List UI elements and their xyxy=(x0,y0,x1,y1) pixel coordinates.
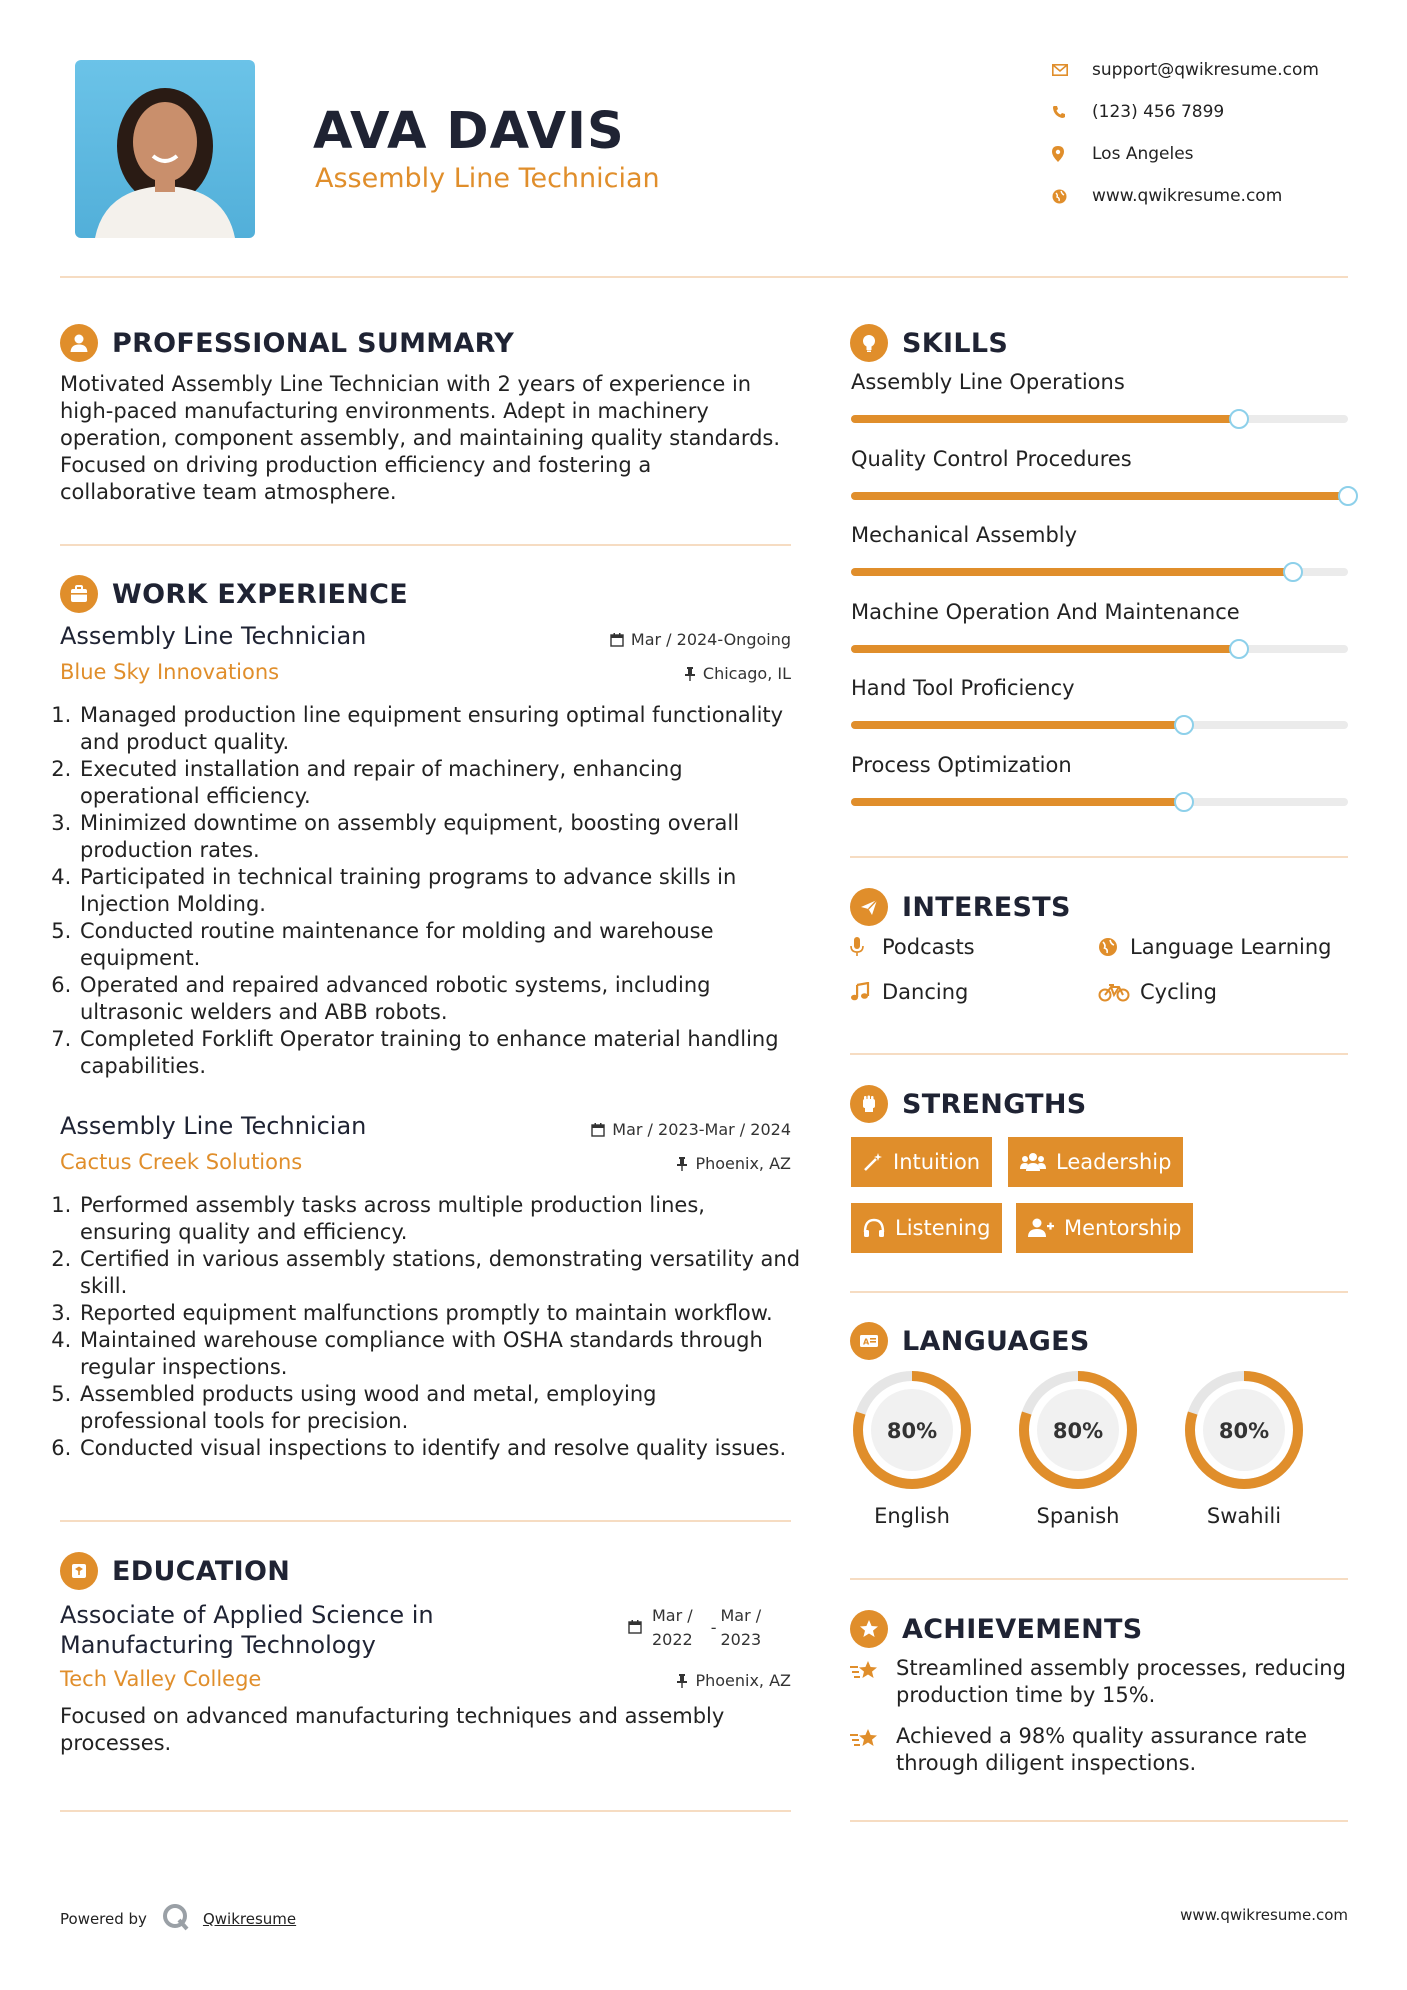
skill-bar-knob xyxy=(1283,562,1303,582)
job-1-location xyxy=(500,664,791,683)
interest-label: Podcasts xyxy=(882,935,975,959)
language-ring xyxy=(1179,1368,1309,1492)
job-1-title: Assembly Line Technician xyxy=(60,622,367,650)
headphones-icon xyxy=(863,1218,885,1238)
contact-location-text: Los Angeles xyxy=(1092,144,1194,164)
language-item xyxy=(1179,1368,1309,1528)
language-label: English xyxy=(874,1504,950,1528)
skill-item xyxy=(851,370,1348,394)
powered-by-text: Powered by xyxy=(60,1910,147,1928)
strengths-divider xyxy=(850,1291,1348,1293)
skill-bar-fill xyxy=(851,721,1184,729)
list-item: 1. Performed assembly tasks across multiple production lines, ensuring quality and efficiency. xyxy=(78,1192,810,1246)
interests-heading xyxy=(850,888,1071,926)
summary-line: collaborative team atmosphere. xyxy=(60,480,397,504)
language-label: Swahili xyxy=(1206,1504,1282,1528)
skill-bar xyxy=(851,798,1348,806)
skill-bar xyxy=(851,645,1348,653)
fist-icon xyxy=(850,1085,888,1123)
list-item: 6. Operated and repaired advanced robotic systems, including ultrasonic welders and ABB robots. xyxy=(78,972,800,1026)
interest-label: Language Learning xyxy=(1130,935,1332,959)
job-2-date-text: Mar / 2023-Mar / 2024 xyxy=(612,1120,791,1139)
list-item: 2. Executed installation and repair of machinery, enhancing operational efficiency. xyxy=(78,756,800,810)
star-badge-icon xyxy=(850,1610,888,1648)
list-item: 2. Certified in various assembly stations, demonstrating versatility and skill. xyxy=(78,1246,810,1300)
job-1-company: Blue Sky Innovations xyxy=(60,660,280,684)
skill-label: Machine Operation And Maintenance xyxy=(851,599,1240,624)
job-2-location-text: Phoenix, AZ xyxy=(695,1154,791,1173)
brand-link[interactable]: Qwikresume xyxy=(202,1910,297,1928)
language-card-icon xyxy=(850,1322,888,1360)
list-item: 3. Minimized downtime on assembly equipment, boosting overall production rates. xyxy=(78,810,800,864)
skill-item xyxy=(851,753,1348,777)
degree xyxy=(60,1600,434,1660)
skill-bar xyxy=(851,568,1348,576)
skills-heading xyxy=(850,324,1008,362)
languages-list xyxy=(850,1368,1348,1528)
job-2-company: Cactus Creek Solutions xyxy=(60,1150,303,1174)
skill-bar-knob xyxy=(1174,715,1194,735)
shooting-star-icon xyxy=(850,1655,896,1709)
interest-dancing xyxy=(850,980,968,1004)
skill-label: Hand Tool Proficiency xyxy=(851,676,1075,700)
experience-heading xyxy=(60,575,408,613)
education-start: Mar / 2022 xyxy=(652,1606,693,1649)
education-location-text: Phoenix, AZ xyxy=(695,1671,791,1690)
users-icon xyxy=(1020,1152,1046,1172)
job-1-date xyxy=(500,630,791,649)
skill-label: Assembly Line Operations xyxy=(851,370,1125,394)
interest-language-learning xyxy=(1098,935,1331,959)
summary-line: high-paced manufacturing environments. Adept in machinery xyxy=(60,399,709,423)
education-date xyxy=(628,1604,761,1652)
candidate-name: AVA DAVIS xyxy=(313,102,625,161)
degree-line: Associate of Applied Science in xyxy=(60,1601,434,1629)
language-percent: 80% xyxy=(886,1419,938,1443)
skill-item xyxy=(851,676,1348,700)
language-percent: 80% xyxy=(1052,1419,1104,1443)
interest-podcasts xyxy=(850,935,975,959)
date-separator: - xyxy=(710,1618,717,1637)
contact-phone-text: (123) 456 7899 xyxy=(1092,102,1225,122)
job-2-bullets xyxy=(60,1192,810,1462)
header-divider xyxy=(60,276,1348,278)
achievement-1: Streamlined assembly processes, reducing production time by 15%. xyxy=(850,1655,1346,1709)
globe-icon xyxy=(1098,937,1130,957)
contact-email-text: support@qwikresume.com xyxy=(1092,60,1319,80)
magic-wand-icon xyxy=(863,1152,883,1172)
graduation-icon xyxy=(60,1552,98,1590)
summary-line: Focused on driving production efficiency and fostering a xyxy=(60,453,652,477)
interest-label: Cycling xyxy=(1140,980,1217,1004)
skill-bar-fill xyxy=(851,415,1239,423)
language-percent: 80% xyxy=(1218,1419,1270,1443)
contact-website-text: www.qwikresume.com xyxy=(1092,186,1283,206)
skill-bar-knob xyxy=(1338,486,1358,506)
briefcase-icon xyxy=(60,575,98,613)
skill-bar-knob xyxy=(1229,639,1249,659)
paper-plane-icon xyxy=(850,888,888,926)
strength-label: Mentorship xyxy=(1064,1216,1182,1240)
strength-label: Listening xyxy=(895,1216,991,1240)
shooting-star-icon xyxy=(850,1723,896,1777)
interest-cycling xyxy=(1098,980,1217,1004)
summary-line: operation, component assembly, and maintaining quality standards. xyxy=(60,426,781,450)
skill-item xyxy=(851,600,1348,624)
job-1-location-text: Chicago, IL xyxy=(702,664,791,683)
education-location xyxy=(500,1671,791,1690)
list-item: 7. Completed Forklift Operator training to enhance material handling capabilities. xyxy=(78,1026,800,1080)
skill-bar xyxy=(851,492,1348,500)
language-ring xyxy=(847,1368,977,1492)
job-1-date-text: Mar / 2024-Ongoing xyxy=(630,630,791,649)
mail-icon xyxy=(1052,64,1092,76)
calendar-icon xyxy=(591,1123,605,1137)
list-item: 5. Conducted routine maintenance for molding and warehouse equipment. xyxy=(78,918,800,972)
interest-label: Dancing xyxy=(882,980,969,1004)
strengths-title: STRENGTHS xyxy=(902,1088,1087,1120)
skill-bar-fill xyxy=(851,645,1239,653)
summary-title: PROFESSIONAL SUMMARY xyxy=(112,327,515,359)
list-item: 4. Participated in technical training programs to advance skills in Injection Molding. xyxy=(78,864,800,918)
language-label: Spanish xyxy=(1036,1504,1120,1528)
language-item xyxy=(847,1368,977,1528)
bicycle-icon xyxy=(1098,982,1140,1002)
skill-bar-knob xyxy=(1229,409,1249,429)
microphone-icon xyxy=(850,937,882,957)
strength-intuition xyxy=(851,1137,992,1187)
summary-line: Motivated Assembly Line Technician with 2 years of experience in xyxy=(60,372,752,396)
strength-label: Intuition xyxy=(893,1150,981,1174)
skill-bar-fill xyxy=(851,492,1348,500)
skills-divider xyxy=(850,856,1348,858)
language-item xyxy=(1013,1368,1143,1528)
contact-location xyxy=(1052,139,1194,169)
footer-url[interactable]: www.qwikresume.com xyxy=(1180,1906,1348,1924)
interests-divider xyxy=(850,1053,1348,1055)
strengths-heading xyxy=(850,1085,1087,1123)
job-2-date xyxy=(500,1120,791,1139)
contact-phone[interactable] xyxy=(1052,97,1224,127)
education-divider xyxy=(60,1810,791,1812)
skill-bar xyxy=(851,721,1348,729)
skill-item xyxy=(851,523,1348,547)
skill-bar xyxy=(851,415,1348,423)
list-item: 6. Conducted visual inspections to identify and resolve quality issues. xyxy=(78,1435,810,1462)
school: Tech Valley College xyxy=(60,1667,262,1691)
qwikresume-logo-icon xyxy=(161,1902,191,1936)
list-item: 5. Assembled products using wood and metal, employing professional tools for precision. xyxy=(78,1381,810,1435)
list-item: 3. Reported equipment malfunctions promptly to maintain workflow. xyxy=(78,1300,810,1327)
skill-bar-knob xyxy=(1174,792,1194,812)
profile-photo xyxy=(75,60,255,238)
location-icon xyxy=(1052,146,1092,162)
education-heading xyxy=(60,1552,290,1590)
achievements-heading xyxy=(850,1610,1143,1648)
achievement-2: Achieved a 98% quality assurance rate through diligent inspections. xyxy=(850,1723,1307,1777)
pin-icon xyxy=(676,1674,688,1688)
footer-powered xyxy=(60,1902,296,1936)
education-title: EDUCATION xyxy=(112,1555,291,1587)
skill-item xyxy=(851,447,1348,471)
summary-divider xyxy=(60,544,791,546)
svg-text:A: A xyxy=(863,1337,870,1347)
languages-divider xyxy=(850,1578,1348,1580)
summary-text xyxy=(60,371,800,506)
strength-label: Leadership xyxy=(1056,1150,1172,1174)
skills-title: SKILLS xyxy=(902,327,1009,359)
music-note-icon xyxy=(850,982,882,1002)
languages-title: LANGUAGES xyxy=(902,1325,1090,1357)
education-end: Mar / 2023 xyxy=(720,1606,762,1649)
language-ring xyxy=(1013,1368,1143,1492)
globe-icon xyxy=(1052,189,1092,204)
skill-label: Quality Control Procedures xyxy=(851,446,1132,471)
calendar-icon xyxy=(610,633,624,647)
lightbulb-icon xyxy=(850,324,888,362)
strength-listening xyxy=(851,1203,1002,1253)
user-icon xyxy=(60,324,98,362)
user-plus-icon xyxy=(1028,1218,1054,1238)
achievements-divider xyxy=(850,1820,1348,1822)
education-description: Focused on advanced manufacturing techniques and assembly processes. xyxy=(60,1704,725,1755)
experience-title: WORK EXPERIENCE xyxy=(112,578,408,610)
strength-mentorship xyxy=(1016,1203,1193,1253)
candidate-title: Assembly Line Technician xyxy=(315,163,660,194)
pin-icon xyxy=(676,1157,688,1171)
skill-label: Mechanical Assembly xyxy=(851,523,1078,547)
list-item: 4. Maintained warehouse compliance with OSHA standards through regular inspections. xyxy=(78,1327,810,1381)
contact-email[interactable] xyxy=(1052,55,1319,85)
experience-divider xyxy=(60,1520,791,1522)
skill-bar-fill xyxy=(851,798,1184,806)
contact-website[interactable] xyxy=(1052,181,1282,211)
strength-leadership xyxy=(1008,1137,1183,1187)
job-1-bullets xyxy=(60,702,800,1080)
summary-heading xyxy=(60,324,514,362)
skill-label: Process Optimization xyxy=(851,752,1072,777)
job-2-location xyxy=(500,1154,791,1173)
interests-title: INTERESTS xyxy=(902,891,1071,923)
list-item: 1. Managed production line equipment ensuring optimal functionality and product quality. xyxy=(78,702,800,756)
pin-icon xyxy=(684,667,696,681)
achievements-title: ACHIEVEMENTS xyxy=(902,1613,1143,1645)
degree-line: Manufacturing Technology xyxy=(60,1631,376,1659)
calendar-icon xyxy=(628,1617,642,1652)
skill-bar-fill xyxy=(851,568,1293,576)
phone-icon xyxy=(1052,105,1092,119)
job-2-title: Assembly Line Technician xyxy=(60,1112,367,1140)
languages-heading xyxy=(850,1322,1090,1360)
